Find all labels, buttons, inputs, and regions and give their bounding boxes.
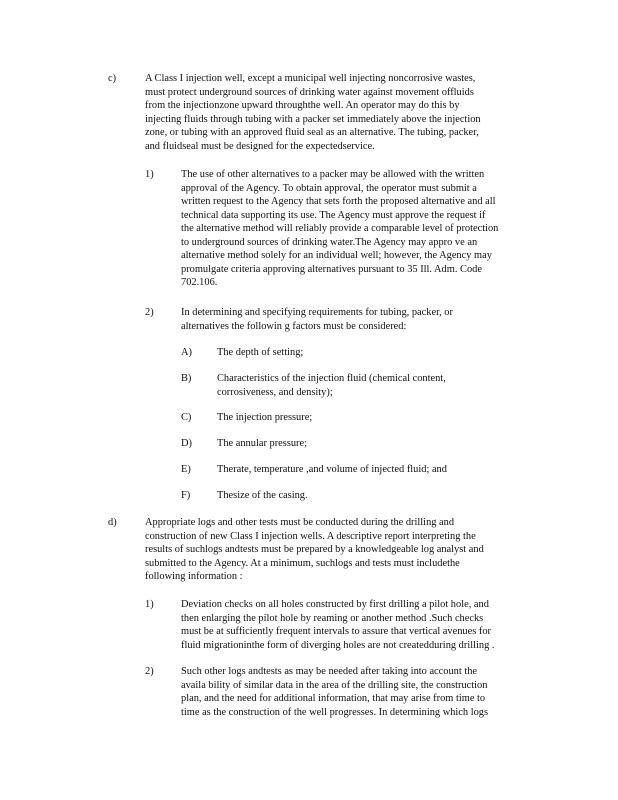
section-d-item-1-text (181, 598, 539, 652)
section-c-item-1-text (181, 168, 539, 290)
text-line: A Class I injection well, except a municipal well injecting noncorrosive wastes, (145, 73, 476, 84)
section-d-item-1-label: 1) (145, 599, 154, 610)
text-line: Therate, temperature ,and volume of injected fluid; and (217, 464, 447, 475)
text-line: Characteristics of the injection fluid (chemical content, (217, 373, 446, 384)
text-line: following information : (145, 571, 243, 582)
section-d-item-2-label: 2) (145, 666, 154, 677)
text-line: approval of the Agency. To obtain approval, the operator must submit a (181, 182, 477, 194)
section-c-item-1-label: 1) (145, 169, 154, 180)
section-c-item-2-text (181, 306, 494, 333)
section-d-label: d) (108, 517, 117, 528)
text-line: The injection pressure; (217, 412, 313, 423)
text-line: results of suchlogs andtests must be prepared by a knowledgeable log analyst and (145, 544, 484, 555)
section-c-label: c) (108, 73, 117, 84)
text-line: alternative method solely for an individual well; however, the Agency may (181, 250, 492, 261)
section-d-text (145, 516, 531, 584)
text-line: zone, or tubing with an approved fluid seal as an alternative. The tubing, packer, (145, 127, 479, 138)
text-line: submitted to the Agency. At a minimum, suchlogs and tests must includethe (145, 557, 460, 569)
section-d-item-2-text (181, 665, 539, 719)
text-line: 702.106. (181, 277, 218, 288)
subitem-b-label: B) (181, 373, 192, 384)
text-line: plan, and the need for additional information, that may arise from time to (181, 693, 486, 704)
text-line: from the injectionzone upward throughthe well. An operator may do this by (145, 100, 460, 111)
text-line: time as the construction of the well progresses. In determining which logs (181, 706, 489, 718)
text-line: then enlarging the pilot hole by reaming or another method .Such checks (181, 612, 484, 624)
text-line: The depth of setting; (217, 347, 304, 358)
text-line: written request to the Agency that sets forth the proposed alternative and all (181, 196, 496, 207)
text-line: the alternative method will reliably provide a comparable level of protection (181, 223, 499, 234)
subitem-d-label: D) (181, 438, 192, 449)
text-line: Thesize of the casing. (217, 490, 308, 501)
subitem-c-label: C) (181, 412, 192, 423)
text-line: must be at sufficiently frequent intervals to assure that vertical avenues for (181, 626, 491, 637)
text-line: must protect underground sources of drinking water against movement offluids (145, 86, 474, 98)
text-line: to underground sources of drinking water.The Agency may appro ve an (181, 236, 478, 248)
subitem-a-text (217, 346, 517, 360)
text-line: promulgate criteria approving alternatives pursuant to 35 Ill. Adm. Code (181, 263, 482, 275)
subitem-f-text (217, 489, 517, 503)
subitem-e-label: E) (181, 464, 191, 475)
text-line: and fluidseal must be designed for the expectedservice. (145, 140, 375, 152)
subitem-e-text (217, 463, 517, 477)
subitem-b-text (217, 372, 477, 399)
text-line: construction of new Class I injection wells. A descriptive report interpreting the (145, 530, 476, 542)
subitem-a-label: A) (181, 347, 192, 358)
text-line: injecting fluids through tubing with a packer set immediately above the injection (145, 113, 481, 125)
text-line: corrosiveness, and density); (217, 386, 333, 398)
subitem-c-text (217, 411, 517, 425)
text-line: Such other logs andtests as may be needed after taking into account the (181, 666, 478, 677)
subitem-f-label: F) (181, 490, 191, 501)
text-line: The use of other alternatives to a packer may be allowed with the written (181, 169, 485, 180)
section-c-text (145, 72, 523, 153)
text-line: Appropriate logs and other tests must be conducted during the drilling and (145, 517, 455, 528)
subitem-d-text (217, 437, 517, 451)
text-line: In determining and specifying requirements for tubing, packer, or (181, 307, 453, 318)
text-line: alternatives the followin g factors must be considered: (181, 320, 407, 332)
text-line: The annular pressure; (217, 438, 308, 449)
section-c-item-2-label: 2) (145, 307, 154, 318)
text-line: availa bility of similar data in the area of the drilling site, the construction (181, 679, 488, 691)
text-line: technical data supporting its use. The Agency must approve the request if (181, 209, 486, 221)
text-line: fluid migrationinthe form of diverging holes are not createdduring drilling . (181, 639, 495, 651)
text-line: Deviation checks on all holes constructed by first drilling a pilot hole, and (181, 599, 489, 610)
